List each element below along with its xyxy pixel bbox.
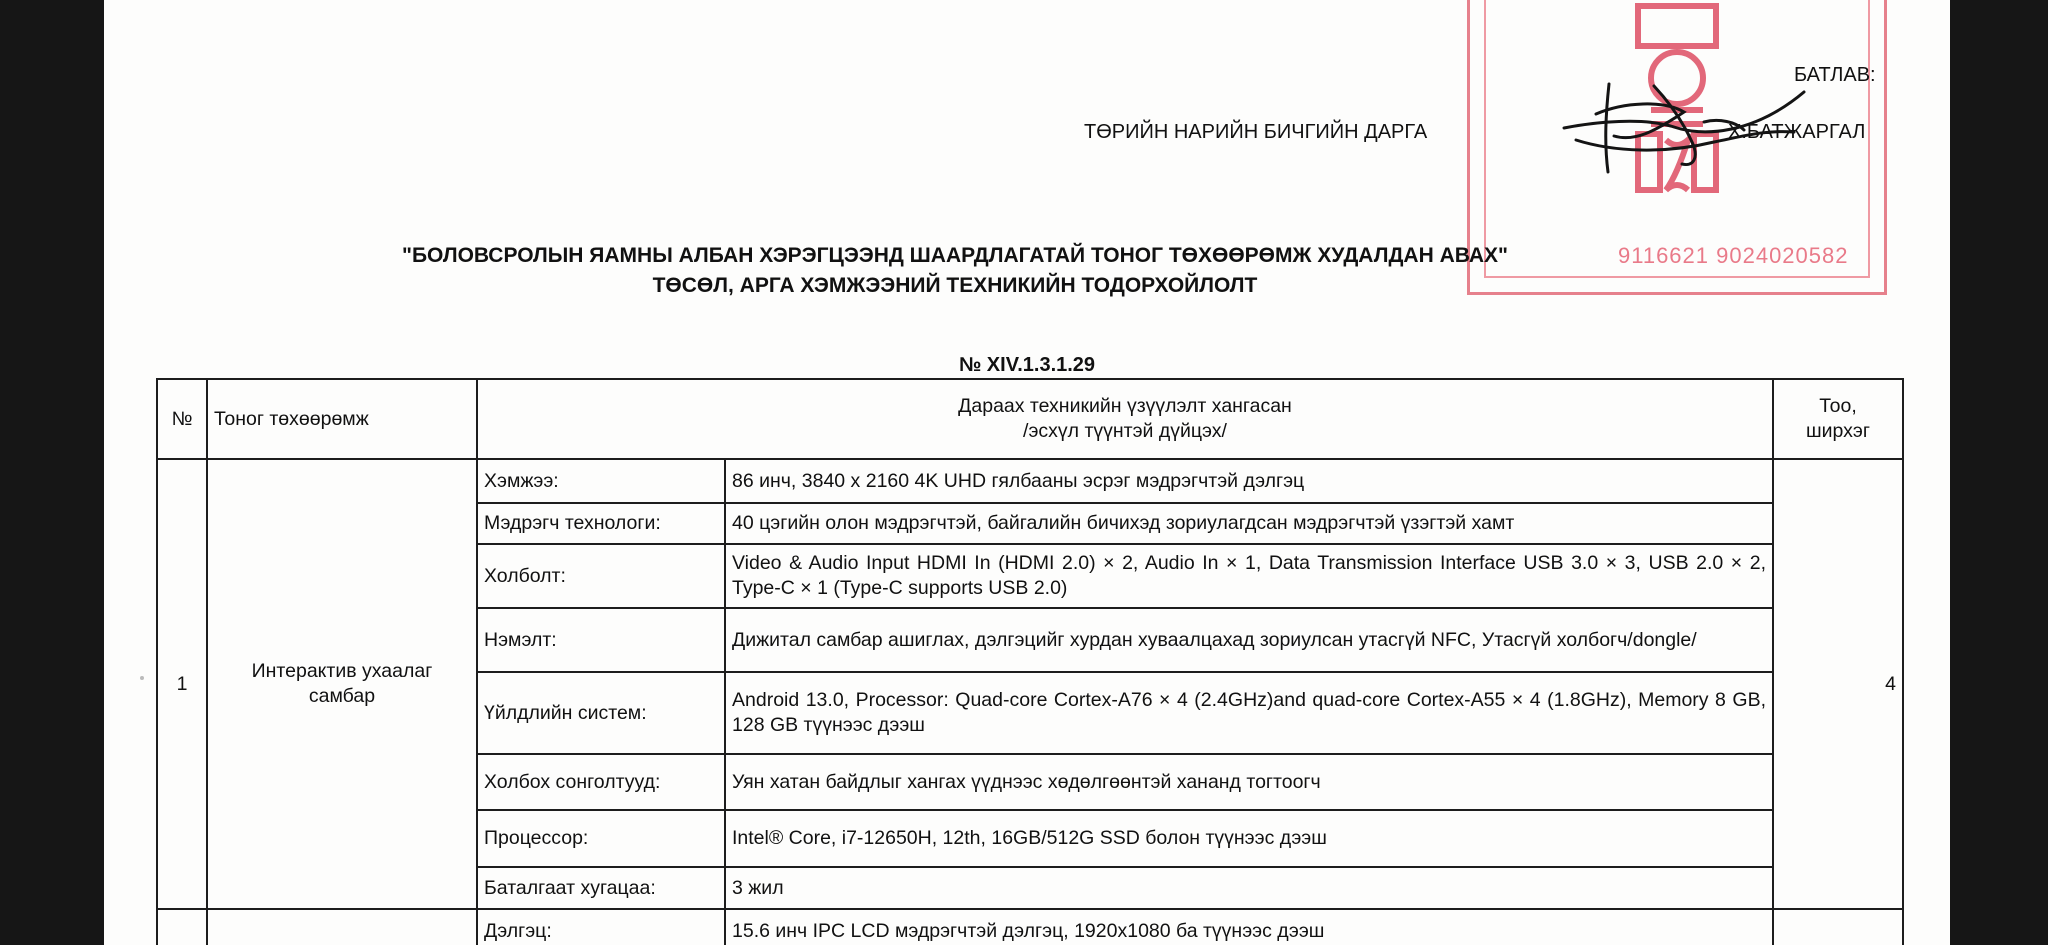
- document-page: [104, 0, 1950, 945]
- spec-label: Процессор:: [477, 810, 725, 867]
- item-quantity: [1773, 909, 1903, 945]
- technical-spec-table: [156, 378, 1904, 945]
- table-header-row: [157, 379, 1903, 459]
- spec-label: Үйлдлийн систем:: [477, 672, 725, 754]
- approval-label: БАТЛАВ:: [1794, 64, 1876, 86]
- item-number: [157, 909, 207, 945]
- spec-value: Android 13.0, Processor: Quad-core Cortex-A76 × 4 (2.4GHz)and quad-core Cortex-A55 × 4 (1.8GHz), Memory 8 GB, 128 GB түүнээс дээш: [725, 672, 1773, 754]
- header-spec-line2: /эсхүл түүнтэй дүйцэх/: [1023, 420, 1227, 442]
- spec-label: Баталгаат хугацаа:: [477, 867, 725, 909]
- document-number: № XIV.1.3.1.29: [958, 354, 1096, 376]
- header-qty-line1: Тоо,: [1819, 395, 1857, 418]
- item-quantity: 4: [1773, 459, 1903, 909]
- spec-value: Уян хатан байдлыг хангах үүднээс хөдөлгөөнтэй хананд тогтоогч: [725, 754, 1773, 810]
- table-row: [157, 459, 1903, 503]
- table-row: [157, 909, 1903, 945]
- spec-value: 86 инч, 3840 x 2160 4K UHD гялбааны эсрэг мэдрэгчтэй дэлгэц: [725, 459, 1773, 503]
- item-name: [207, 909, 477, 945]
- spec-label: Холболт:: [477, 544, 725, 608]
- approver-position: ТӨРИЙН НАРИЙН БИЧГИЙН ДАРГА: [1084, 121, 1428, 143]
- header-equipment: Тоног төхөөрөмж: [207, 379, 477, 459]
- document-title: "БОЛОВСРОЛЫН ЯАМНЫ АЛБАН ХЭРЭГЦЭЭНД ШААРДЛАГАТАЙ ТОНОГ ТӨХӨӨРӨМЖ ХУДАЛДАН АВАХ": [402, 244, 1508, 267]
- item-name: Интерактив ухаалаг самбар: [207, 459, 477, 909]
- approver-name: Х.БАТЖАРГАЛ: [1728, 121, 1866, 143]
- spec-value: 40 цэгийн олон мэдрэгчтэй, байгалийн бичихэд зориулагдсан мэдрэгчтэй үзэгтэй хамт: [725, 503, 1773, 544]
- spec-label: Мэдрэгч технологи:: [477, 503, 725, 544]
- spec-label: Холбох сонголтууд:: [477, 754, 725, 810]
- scan-speck: [140, 676, 144, 680]
- handwritten-signature: [1504, 72, 1824, 182]
- spec-value: Video & Audio Input HDMI In (HDMI 2.0) × 2, Audio In × 1, Data Transmission Interface USB 3.0 × 3, USB 2.0 × 2, Type-C × 1 (Type-C supports USB 2.0): [725, 544, 1773, 608]
- spec-label: Дэлгэц:: [477, 909, 725, 945]
- document-subtitle: ТӨСӨЛ, АРГА ХЭМЖЭЭНИЙ ТЕХНИКИЙН ТОДОРХОЙЛОЛТ: [652, 274, 1258, 297]
- header-qty-line2: ширхэг: [1806, 420, 1870, 442]
- item-number: 1: [157, 459, 207, 909]
- spec-value: Intel® Core, i7-12650H, 12th, 16GB/512G SSD болон түүнээс дээш: [725, 810, 1773, 867]
- spec-label: Нэмэлт:: [477, 608, 725, 672]
- spec-value: Дижитал самбар ашиглах, дэлгэцийг хурдан хуваалцахад зориулсан утасгүй NFC, Утасгүй холбогч/dongle/: [725, 608, 1773, 672]
- header-spec-line1: Дараах техникийн үзүүлэлт хангасан: [958, 395, 1292, 418]
- spec-value: 15.6 инч IPC LCD мэдрэгчтэй дэлгэц, 1920x1080 ба түүнээс дээш: [725, 909, 1773, 945]
- header-quantity: [1773, 379, 1903, 459]
- spec-value: 3 жил: [725, 867, 1773, 909]
- seal-number: 9116621 9024020582: [1618, 243, 1849, 268]
- spec-label: Хэмжээ:: [477, 459, 725, 503]
- header-no: №: [157, 379, 207, 459]
- header-specification: [477, 379, 1773, 459]
